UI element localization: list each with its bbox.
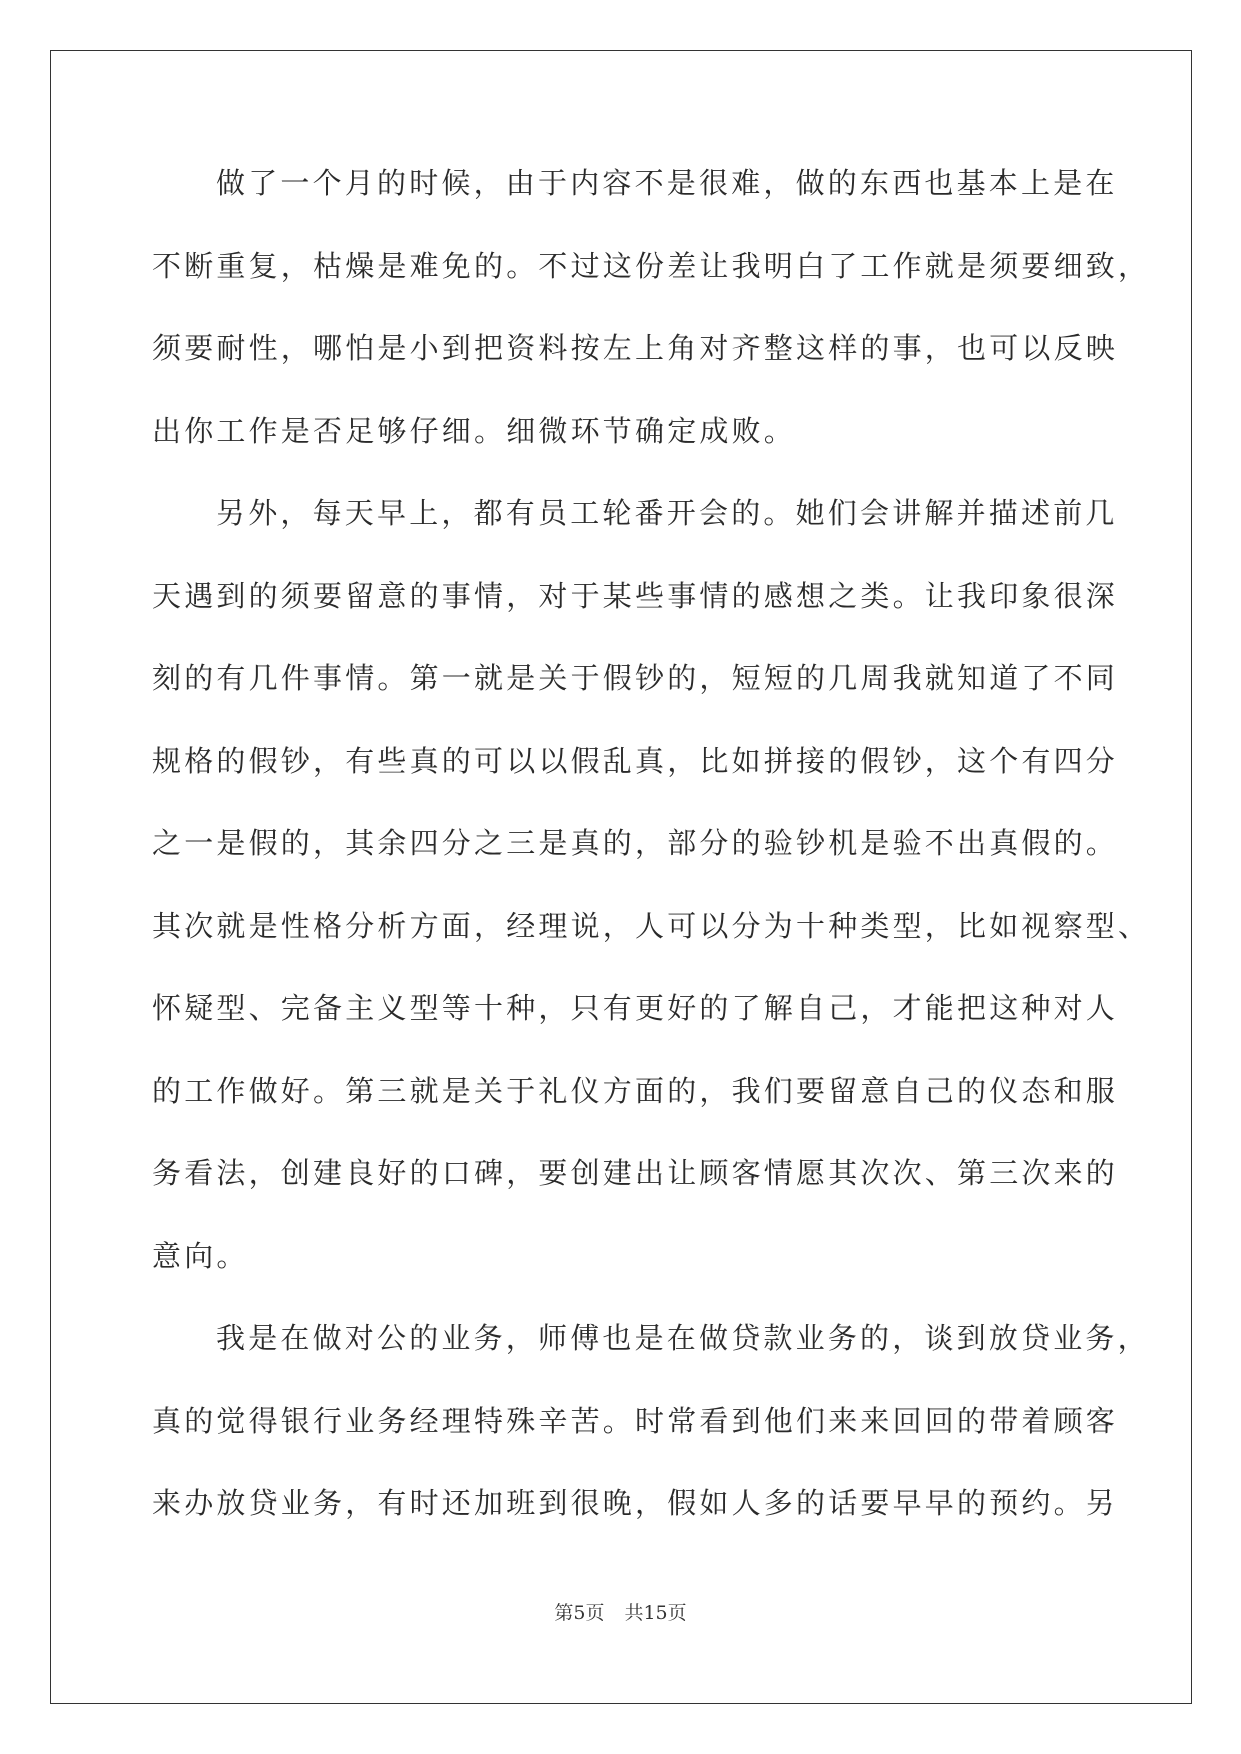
- total-prefix: 共: [624, 1602, 644, 1624]
- text-line: 出你工作是否足够仔细。细微环节确定成败。: [152, 413, 797, 448]
- document-body: [152, 163, 1151, 1566]
- page-prefix: 第: [554, 1602, 574, 1624]
- text-line: 我是在做对公的业务，师傅也是在做贷款业务的，谈到放贷业务，: [216, 1321, 1150, 1355]
- text-line: 另外，每天早上，都有员工轮番开会的。她们会讲解并描述前几: [216, 496, 1118, 530]
- page-number: 5: [573, 1602, 586, 1624]
- text-line: 不断重复，枯燥是难免的。不过这份差让我明白了工作就是须要细致，: [152, 248, 1151, 283]
- text-line: 须要耐性，哪怕是小到把资料按左上角对齐整这样的事，也可以反映: [152, 331, 1119, 365]
- text-line: 意向。: [152, 1238, 249, 1273]
- total-suffix: 页: [667, 1602, 687, 1624]
- page-footer: [0, 1598, 1241, 1625]
- text-line: 怀疑型、完备主义型等十种，只有更好的了解自己，才能把这种对人: [152, 991, 1119, 1025]
- text-line: 做了一个月的时候，由于内容不是很难，做的东西也基本上是在: [216, 166, 1118, 200]
- text-line: 刻的有几件事情。第一就是关于假钞的，短短的几周我就知道了不同: [152, 661, 1119, 695]
- page-suffix: 页: [585, 1602, 605, 1624]
- text-line: 务看法，创建良好的口碑，要创建出让顾客情愿其次次、第三次来的: [152, 1156, 1119, 1190]
- total-pages: 15: [643, 1602, 668, 1624]
- text-line: 的工作做好。第三就是关于礼仪方面的，我们要留意自己的仪态和服: [152, 1073, 1119, 1108]
- text-line: 之一是假的，其余四分之三是真的，部分的验钞机是验不出真假的。: [152, 826, 1119, 860]
- text-line: 规格的假钞，有些真的可以以假乱真，比如拼接的假钞，这个有四分: [152, 743, 1119, 778]
- text-line: 其次就是性格分析方面，经理说，人可以分为十种类型，比如视察型、: [152, 908, 1151, 943]
- text-line: 天遇到的须要留意的事情，对于某些事情的感想之类。让我印象很深: [152, 578, 1119, 613]
- text-line: 来办放贷业务，有时还加班到很晚，假如人多的话要早早的预约。另: [152, 1486, 1119, 1520]
- text-line: 真的觉得银行业务经理特殊辛苦。时常看到他们来来回回的带着顾客: [152, 1403, 1119, 1438]
